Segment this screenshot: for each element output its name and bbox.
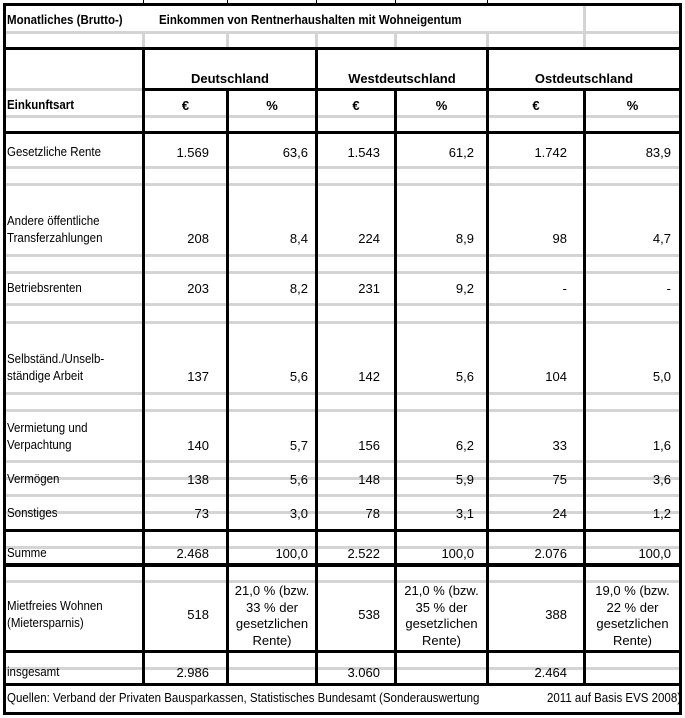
row-value: 1.569	[176, 145, 209, 160]
row-label: Selbständ./Unselb-	[7, 352, 105, 366]
region-header-ostdeutschland: Ostdeutschland	[534, 71, 634, 86]
row-value: 1,2	[652, 506, 671, 521]
grid-line	[583, 34, 586, 47]
grid-line	[6, 166, 679, 169]
row-value: 104	[545, 369, 567, 384]
row-value: 73	[194, 506, 209, 521]
row-value: 8,4	[289, 231, 308, 246]
unit-header: €	[181, 98, 190, 113]
grid-line	[6, 683, 679, 686]
summe-value: 100,0	[441, 546, 474, 561]
row-value: 224	[358, 231, 380, 246]
grid-line	[6, 115, 679, 118]
row-value: 63,6	[282, 145, 308, 160]
row-value: 78	[365, 506, 380, 521]
mietfrei-value-ost: 388	[545, 607, 567, 622]
border-bottom	[3, 712, 682, 715]
row-label: Vermögen	[7, 472, 60, 486]
row-value: 1.543	[347, 145, 380, 160]
grid-line	[6, 47, 679, 50]
border-top	[3, 3, 682, 6]
grid-line	[6, 131, 679, 134]
grid-line	[6, 563, 679, 567]
mietfrei-note-line: 21,0 % (bzw.	[234, 583, 310, 598]
row-value: 138	[187, 472, 209, 487]
row-value: 5,6	[455, 369, 474, 384]
grid-line	[6, 183, 679, 186]
unit-header: %	[435, 98, 448, 113]
row-value: 142	[358, 369, 380, 384]
row-value: 208	[187, 231, 209, 246]
insgesamt-label: insgesamt	[7, 665, 60, 679]
grid-line	[6, 460, 679, 463]
grid-line	[6, 494, 679, 497]
mietfrei-note-line: Rente)	[252, 632, 292, 648]
unit-header: €	[532, 98, 540, 113]
region-header-deutschland: Deutschland	[190, 71, 269, 86]
grid-line	[226, 34, 229, 47]
row-value: 33	[552, 438, 567, 453]
grid-line	[142, 34, 145, 47]
row-value: 61,2	[448, 145, 474, 160]
grid-line	[315, 34, 318, 47]
row-label: ständige Arbeit	[7, 369, 84, 383]
row-value: -	[666, 281, 671, 296]
summe-value: 2.468	[176, 546, 209, 561]
row-value: 203	[187, 281, 209, 296]
summe-value: 2.076	[534, 546, 567, 561]
mietfrei-note-line: 21,0 % (bzw.	[404, 583, 479, 598]
row-value: 148	[358, 472, 380, 487]
row-label: Sonstiges	[7, 506, 58, 520]
grid-line	[6, 31, 679, 34]
row-value: 3,0	[289, 506, 308, 521]
border-right	[679, 3, 682, 715]
row-value: 137	[187, 369, 209, 384]
mietfrei-note-line: gesetzlichen	[596, 616, 669, 631]
row-value: 5,7	[289, 438, 308, 453]
title-part1: Monatliches (Brutto-)	[7, 13, 123, 27]
region-header-westdeutschland: Westdeutschland	[348, 71, 456, 86]
grid-line	[6, 392, 679, 395]
summe-value: 2.522	[347, 546, 380, 561]
grid-line	[6, 650, 679, 653]
row-value: 75	[552, 472, 567, 487]
row-value: 4,7	[652, 231, 671, 246]
row-value: -	[562, 281, 567, 296]
unit-header: €	[352, 98, 360, 113]
mietfrei-note-line: gesetzlichen	[405, 616, 478, 631]
grid-line	[6, 271, 679, 274]
grid-line	[6, 529, 679, 532]
source-note-part1: Quellen: Verband der Privaten Bausparkassen, Statistisches Bundesamt (Sonderauswertung	[7, 691, 480, 705]
mietfrei-value-deutschland: 518	[187, 607, 209, 622]
mietfrei-note-line: 19,0 % (bzw.	[595, 583, 670, 598]
row-label: Gesetzliche Rente	[7, 145, 101, 159]
grid-line	[486, 34, 489, 47]
mietfrei-note-line: 22 % der	[606, 599, 659, 615]
mietfrei-note-line: Rente)	[421, 632, 462, 648]
grid-line	[6, 254, 679, 257]
row-value: 8,9	[455, 231, 474, 246]
title-divider	[583, 6, 586, 32]
summe-value: 100,0	[275, 546, 308, 561]
summe-value: 100,0	[638, 546, 671, 561]
row-value: 3,1	[455, 506, 474, 521]
title-part2: Einkommen von Rentnerhaushalten mit Wohneigentum	[159, 13, 462, 27]
mietfrei-note-line: 33 % der	[245, 599, 299, 615]
mietfrei-note-line: gesetzlichen	[235, 616, 309, 631]
grid-line	[6, 409, 679, 412]
row-value: 9,2	[455, 281, 474, 296]
row-value: 156	[358, 438, 380, 453]
row-label: Betriebsrenten	[7, 281, 82, 295]
grid-line	[6, 580, 679, 583]
row-value: 1.742	[534, 145, 567, 160]
grid-line	[143, 88, 679, 91]
row-value: 24	[552, 506, 567, 521]
row-value: 3,6	[652, 472, 671, 487]
row-label: Transferzahlungen	[7, 231, 103, 245]
grid-line	[6, 88, 143, 91]
mietfrei-note-line: Rente)	[612, 632, 653, 648]
row-value: 5,0	[652, 369, 671, 384]
row-label: Vermietung und	[7, 421, 88, 435]
insgesamt-value-ost: 2.464	[534, 665, 567, 680]
row-value: 5,6	[289, 369, 308, 384]
row-value: 5,6	[289, 472, 308, 487]
border-left	[3, 3, 6, 715]
grid-line	[6, 321, 679, 324]
mietfrei-note-line: 35 % der	[415, 599, 468, 615]
mietfrei-label-line2: (Mietersparnis)	[7, 616, 84, 630]
row-value: 98	[552, 231, 567, 246]
row-value: 6,2	[455, 438, 474, 453]
insgesamt-value-deutschland: 2.986	[176, 665, 209, 680]
grid-line	[6, 303, 679, 306]
summe-label: Summe	[7, 546, 47, 560]
row-label: Verpachtung	[7, 438, 72, 452]
row-label: Andere öffentliche	[7, 214, 100, 228]
mietfrei-label-line1: Mietfreies Wohnen	[7, 599, 103, 613]
row-value: 140	[187, 438, 209, 453]
mietfrei-value-west: 538	[358, 607, 380, 622]
row-value: 1,6	[652, 438, 671, 453]
row-value: 8,2	[289, 281, 308, 296]
row-value: 5,9	[455, 472, 474, 487]
grid-line	[394, 34, 397, 47]
source-note-part2: 2011 auf Basis EVS 2008)	[547, 691, 682, 705]
row-value: 231	[358, 281, 380, 296]
insgesamt-value-west: 3.060	[347, 665, 380, 680]
unit-header: %	[626, 98, 639, 113]
unit-header: %	[266, 98, 278, 113]
row-label-header: Einkunftsart	[7, 98, 75, 112]
row-value: 83,9	[645, 145, 671, 160]
